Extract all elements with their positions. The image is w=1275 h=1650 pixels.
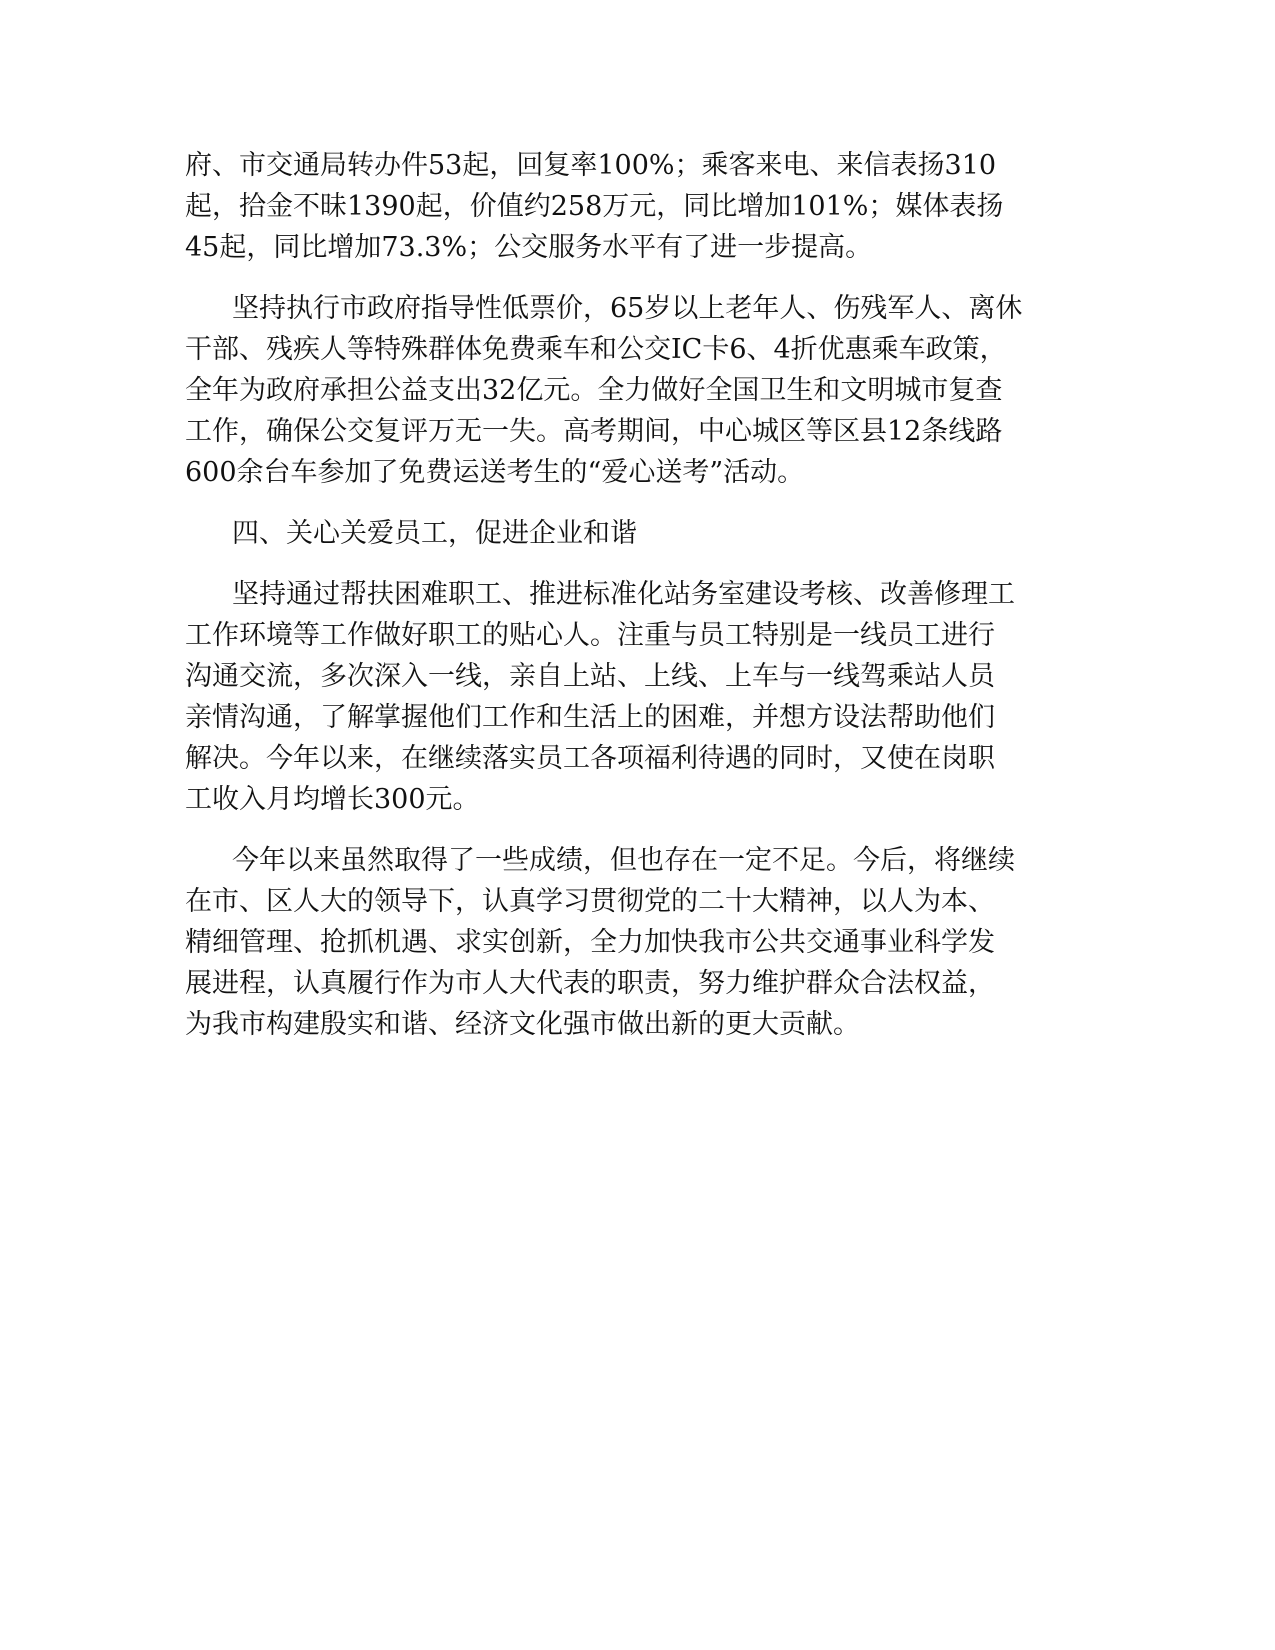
text-line: 精细管理、抢抓机遇、求实创新，全力加快我市公共交通事业科学发 (185, 927, 995, 958)
text-line: 工作环境等工作做好职工的贴心人。注重与员工特别是一线员工进行 (185, 620, 995, 651)
paragraph-employee-care (185, 574, 1085, 820)
text-line: 为我市构建殷实和谐、经济文化强市做出新的更大贡献。 (185, 1009, 860, 1040)
text-line: 全年为政府承担公益支出32亿元。全力做好全国卫生和文明城市复查 (185, 375, 1003, 406)
heading-line: 四、关心关爱员工，促进企业和谐 (232, 518, 637, 549)
paragraph-conclusion (185, 840, 1085, 1045)
text-line: 工作，确保公交复评万无一失。高考期间，中心城区等区县12条线路 (185, 416, 1003, 447)
text-line: 坚持执行市政府指导性低票价，65岁以上老年人、伤残军人、离休 (232, 293, 1023, 324)
text-line: 在市、区人大的领导下，认真学习贯彻党的二十大精神，以人为本、 (185, 886, 995, 917)
text-line: 解决。今年以来，在继续落实员工各项福利待遇的同时，又使在岗职 (185, 743, 995, 774)
text-line: 干部、残疾人等特殊群体免费乘车和公交IC卡6、4折优惠乘车政策， (185, 334, 1007, 365)
text-line: 600余台车参加了免费运送考生的“爱心送考”活动。 (185, 457, 805, 488)
text-line: 府、市交通局转办件53起，回复率100%；乘客来电、来信表扬310 (185, 150, 997, 181)
text-line: 起，拾金不昧1390起，价值约258万元，同比增加101%；媒体表扬 (185, 191, 1004, 222)
text-line: 展进程，认真履行作为市人大代表的职责，努力维护群众合法权益， (185, 968, 995, 999)
paragraph-fare-policy (185, 288, 1085, 493)
section-heading-employee-care (185, 513, 1085, 554)
text-line: 沟通交流，多次深入一线，亲自上站、上线、上车与一线驾乘站人员 (185, 661, 995, 692)
text-line: 45起，同比增加73.3%；公交服务水平有了进一步提高。 (185, 232, 873, 263)
document-page (185, 145, 1085, 1065)
text-line: 亲情沟通，了解掌握他们工作和生活上的困难，并想方设法帮助他们 (185, 702, 995, 733)
paragraph-service-stats (185, 145, 1085, 268)
text-line: 今年以来虽然取得了一些成绩，但也存在一定不足。今后，将继续 (232, 845, 1015, 876)
text-line: 坚持通过帮扶困难职工、推进标准化站务室建设考核、改善修理工 (232, 579, 1015, 610)
text-line: 工收入月均增长300元。 (185, 784, 480, 815)
